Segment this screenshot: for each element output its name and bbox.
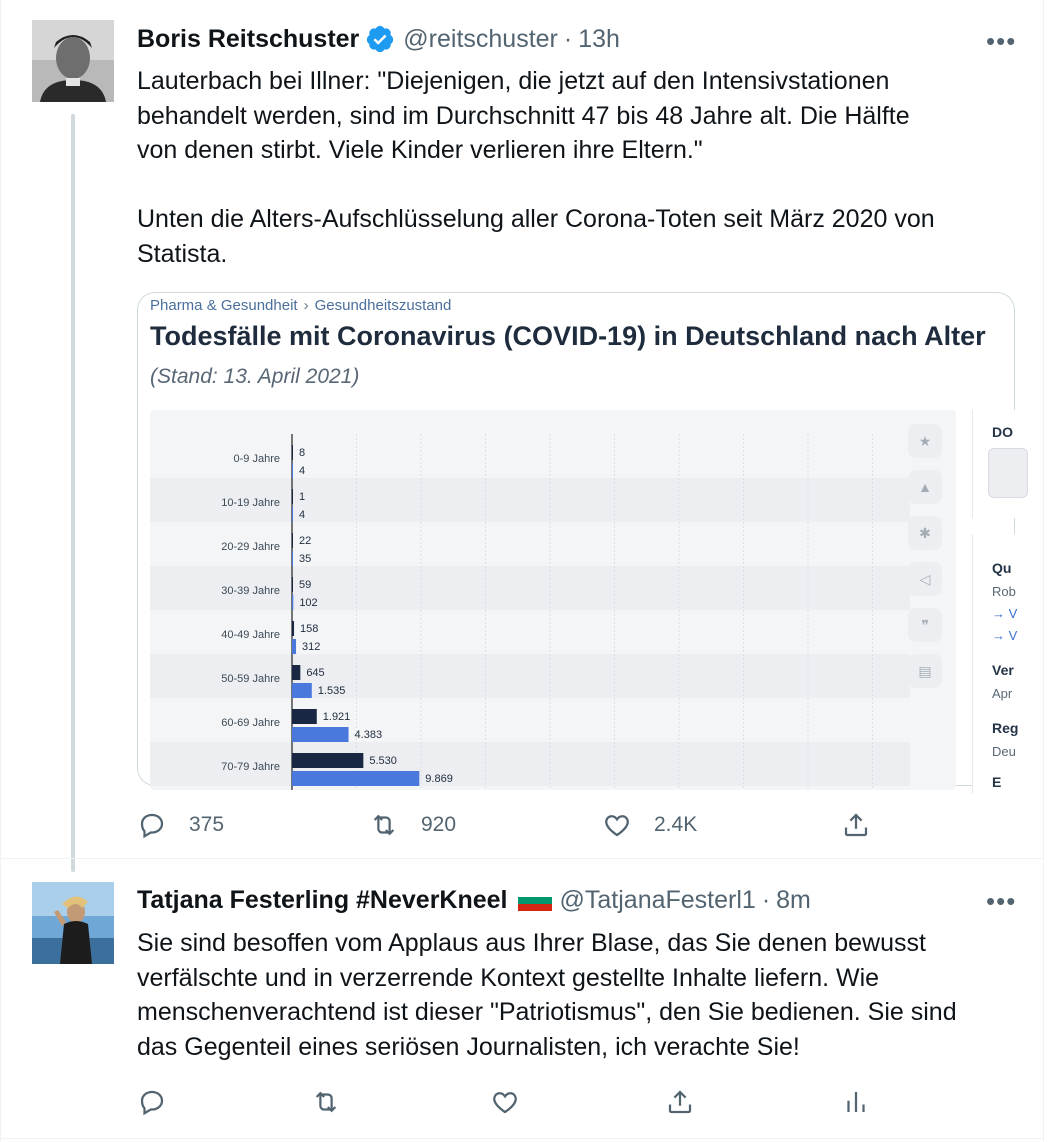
reply-count: 375 [189, 813, 225, 836]
tweet-divider [0, 858, 1044, 859]
bar-value-label: 4 [299, 509, 306, 521]
chart-bar [292, 683, 312, 698]
bar-value-label: 1 [299, 491, 306, 503]
reply-button[interactable] [137, 1087, 167, 1117]
heart-icon [602, 810, 632, 840]
analytics-button[interactable] [841, 1087, 871, 1117]
retweet-icon [369, 810, 399, 840]
bar-value-label: 645 [306, 667, 325, 679]
like-button[interactable] [602, 810, 697, 840]
bar-value-label: 102 [299, 597, 318, 609]
reply-icon [137, 810, 167, 840]
link-card[interactable] [137, 292, 1019, 790]
category-label: 40-49 Jahre [221, 629, 280, 641]
tweet-text-line: behandelt werden, sind im Durchschnitt 47 bis 48 Jahre alt. Die Hälfte [137, 101, 910, 130]
chart-toolbar [908, 424, 944, 700]
chart-bar [292, 577, 293, 592]
bar-value-label: 1.921 [322, 711, 351, 723]
bar-value-label: 8 [299, 447, 306, 459]
category-label: 20-29 Jahre [221, 541, 280, 553]
breadcrumb-item: Gesundheitszustand [314, 297, 452, 314]
timestamp[interactable]: 13h [578, 24, 620, 53]
avatar[interactable] [32, 20, 114, 102]
category-label: 0-9 Jahre [233, 453, 280, 465]
chart-subtitle: (Stand: 13. April 2021) [150, 365, 360, 388]
side-region-text: Deu [992, 744, 1016, 759]
retweet-count: 920 [421, 813, 457, 836]
chart-panel [150, 410, 956, 790]
chart-bar [292, 533, 293, 548]
side-release-text: Apr [992, 686, 1013, 701]
category-label: 70-79 Jahre [221, 761, 280, 773]
tweet-header [137, 24, 620, 54]
tweet-text-line: von denen stirbt. Viele Kinder verlieren ihre Eltern." [137, 136, 703, 164]
category-label: 10-19 Jahre [221, 497, 280, 509]
handle[interactable]: @reitschuster [403, 24, 558, 53]
chart-bar [292, 595, 293, 610]
handle[interactable]: @TatjanaFesterl1 [559, 886, 756, 914]
share-button[interactable] [665, 1087, 695, 1117]
flag-stripe-red [518, 904, 552, 911]
chart-bar [292, 463, 293, 478]
print-icon[interactable]: ▤ [908, 654, 942, 688]
chart-bar [292, 753, 363, 768]
tweet-header [137, 886, 811, 915]
avatar[interactable] [32, 882, 114, 964]
bar-value-label: 35 [299, 553, 312, 565]
thread-connector-line [71, 114, 75, 872]
separator-dot: · [563, 24, 573, 53]
tweet-text-line: Lauterbach bei Illner: "Diejenigen, die jetzt auf den Intensivstationen [137, 67, 890, 95]
breadcrumb [150, 297, 451, 314]
retweet-button[interactable] [311, 1087, 341, 1117]
tweet-text-line: Statista. [137, 239, 228, 268]
bar-value-label: 4 [299, 465, 306, 477]
display-name[interactable]: Tatjana Festerling #NeverKneel [137, 886, 508, 914]
side-link[interactable]: → V [992, 628, 1018, 643]
bulgaria-flag-icon [518, 890, 552, 912]
chart-bar [292, 639, 296, 654]
chart-bar [292, 709, 317, 724]
tweet-text-line: Unten die Alters-Aufschlüsselung aller Corona-Toten seit März 2020 von [137, 205, 935, 233]
share-button[interactable] [841, 810, 871, 840]
chart-bar [292, 445, 293, 460]
tweet-text-line: Sie sind besoffen vom Applaus aus Ihrer Blase, das Sie denen bewusst [137, 929, 926, 957]
share-icon[interactable]: ◁ [908, 562, 942, 596]
breadcrumb-separator: › [303, 297, 309, 314]
reply-icon [137, 1087, 167, 1117]
like-button[interactable] [490, 1087, 520, 1117]
side-region-label: Reg [992, 720, 1019, 736]
star-icon[interactable]: ★ [908, 424, 942, 458]
breadcrumb-item: Pharma & Gesundheit [150, 297, 298, 314]
tweet-text-line: das Gegenteil eines seriösen Journalisten, ich verachte Sie! [137, 1032, 800, 1061]
more-options-icon[interactable]: ••• [986, 26, 1017, 56]
chart-bar [292, 727, 349, 742]
chart-bar [292, 489, 293, 504]
analytics-icon [841, 1087, 871, 1117]
bar-value-label: 1.535 [317, 685, 346, 697]
flag-stripe-white [518, 890, 552, 897]
category-label: 30-39 Jahre [221, 585, 280, 597]
reply-button[interactable] [137, 810, 224, 840]
share-icon [665, 1087, 695, 1117]
bar-chart [150, 410, 910, 790]
heart-icon [490, 1087, 520, 1117]
side-source-label: Qu [992, 560, 1012, 576]
chart-bar [292, 665, 300, 680]
retweet-button[interactable] [369, 810, 456, 840]
tweet-text-line [137, 168, 1027, 203]
side-download-label: DO [992, 424, 1013, 440]
chart-bar [292, 621, 294, 636]
gear-icon[interactable]: ✱ [908, 516, 942, 550]
bar-value-label: 158 [300, 623, 319, 635]
bar-value-label: 22 [299, 535, 312, 547]
bar-value-label: 59 [299, 579, 312, 591]
side-link[interactable]: → V [992, 606, 1018, 621]
side-source-text: Rob [992, 584, 1016, 599]
tweet-text-line: menschenverachtend ist dieser "Patriotismus", den Sie bedienen. Sie sind [137, 998, 957, 1026]
like-count: 2.4K [654, 813, 698, 836]
more-options-icon[interactable]: ••• [986, 886, 1017, 916]
retweet-icon [311, 1087, 341, 1117]
bar-value-label: 312 [302, 641, 321, 653]
tweet-text [137, 926, 1037, 1064]
download-button[interactable] [988, 448, 1028, 498]
bar-value-label: 9.869 [425, 773, 453, 785]
quote-icon[interactable]: ❞ [908, 608, 942, 642]
share-icon [841, 810, 871, 840]
chart-bar [292, 551, 293, 566]
display-name[interactable]: Boris Reitschuster [137, 24, 360, 53]
chart-bar [292, 507, 293, 522]
card-side-panel [972, 410, 1032, 790]
side-extra-label: E [992, 774, 1002, 790]
bell-icon[interactable]: ▲ [908, 470, 942, 504]
verified-badge-icon [365, 24, 395, 54]
category-label: 60-69 Jahre [221, 717, 280, 729]
flag-stripe-green [518, 897, 552, 904]
category-label: 50-59 Jahre [221, 673, 280, 685]
avatar-photo-boris [32, 20, 114, 102]
tweet-text-line: verfälschte und in verzerrende Kontext gestellte Inhalte liefern. Wie [137, 963, 880, 992]
timestamp[interactable]: 8m [776, 886, 811, 914]
bar-value-label: 4.383 [354, 729, 383, 741]
tweet-text [137, 64, 1027, 271]
avatar-photo-tatjana [32, 882, 114, 964]
bottom-divider [0, 1138, 1044, 1139]
separator-dot: · [761, 886, 771, 914]
bar-value-label: 5.530 [369, 755, 397, 767]
chart-title: Todesfälle mit Coronavirus (COVID-19) in Deutschland nach Alter [150, 321, 986, 351]
chart-bar [292, 771, 419, 786]
side-release-label: Ver [992, 662, 1014, 678]
